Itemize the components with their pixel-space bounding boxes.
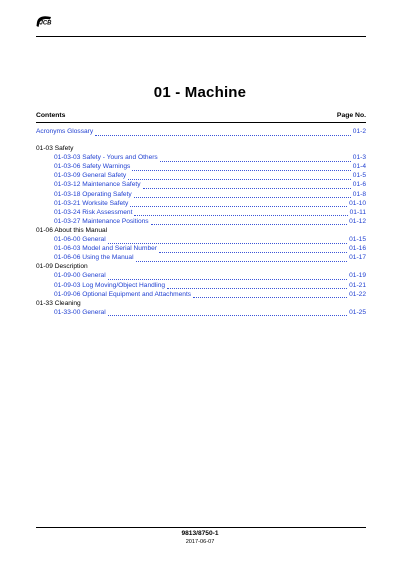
toc-entry-page: 01-25: [349, 308, 366, 316]
toc-link-model-and-serial-number[interactable]: [36, 244, 366, 253]
toc-gap: [36, 136, 366, 144]
toc-entry-page: 01-17: [349, 254, 366, 262]
toc-entry-page: 01-16: [349, 245, 366, 253]
toc-entry-page: 01-3: [352, 154, 366, 162]
table-of-contents: [36, 127, 366, 317]
logo-text: JCB: [39, 20, 52, 27]
toc-leader-dots: [132, 165, 350, 171]
toc-link-safety-yours-and-others[interactable]: [36, 153, 366, 162]
toc-link-worksite-safety[interactable]: [36, 199, 366, 208]
toc-leader-dots: [130, 201, 347, 207]
toc-entry-page: 01-22: [349, 290, 366, 298]
toc-leader-dots: [108, 238, 347, 244]
toc-link-optional-equipment-and-attachments[interactable]: [36, 290, 366, 299]
toc-link-maintenance-positions[interactable]: [36, 217, 366, 226]
toc-entry-title: 01-03-06 Safety Warnings: [54, 163, 131, 171]
toc-entry-page: 01-8: [352, 190, 366, 198]
toc-entry-title: 01-09-00 General: [54, 272, 106, 280]
toc-entry-title: 01-03-18 Operating Safety: [54, 190, 132, 198]
toc-leader-dots: [193, 292, 347, 298]
toc-entry-title: 01-03-09 General Safety: [54, 172, 127, 180]
toc-entry-page: 01-10: [349, 199, 366, 207]
toc-leader-dots: [108, 310, 347, 316]
toc-section-description: 01-09 Description: [36, 263, 88, 271]
toc-leader-dots: [95, 130, 351, 136]
toc-entry-page: 01-6: [352, 181, 366, 189]
toc-link-log-moving-object-handling[interactable]: [36, 281, 366, 290]
toc-link-maintenance-safety[interactable]: [36, 180, 366, 189]
toc-entry-title: 01-03-27 Maintenance Positions: [54, 217, 149, 225]
toc-entry-title: 01-06-06 Using the Manual: [54, 254, 134, 262]
header-rule: [36, 36, 366, 37]
toc-link-description-general[interactable]: [36, 271, 366, 280]
toc-entry-title: 01-03-21 Worksite Safety: [54, 199, 129, 207]
toc-entry-title: 01-33-00 General: [54, 308, 106, 316]
toc-leader-dots: [159, 247, 347, 253]
toc-section-cleaning: 01-33 Cleaning: [36, 299, 81, 307]
jcb-logo-icon: [36, 15, 52, 28]
toc-entry-page: 01-5: [352, 172, 366, 180]
toc-entry-page: 01-2: [352, 128, 366, 135]
toc-leader-dots: [167, 283, 347, 289]
toc-leader-dots: [128, 174, 351, 180]
toc-header-rule: [36, 122, 366, 123]
toc-entry-title: Acronyms Glossary: [36, 128, 94, 135]
toc-entry-title: 01-09-06 Optional Equipment and Attachments: [54, 290, 192, 298]
toc-entry-page: 01-4: [352, 163, 366, 171]
page-title: 01 - Machine: [153, 84, 247, 101]
toc-entry-title: 01-06-03 Model and Serial Number: [54, 245, 157, 253]
toc-entry-title: 01-03-24 Risk Assessment: [54, 208, 133, 216]
toc-section-about-this-manual: 01-06 About this Manual: [36, 226, 108, 234]
page-no-label: Page No.: [336, 112, 366, 119]
toc-entry-title: 01-03-12 Maintenance Safety: [54, 181, 141, 189]
toc-leader-dots: [134, 210, 347, 216]
footer-date: 2017-06-07: [185, 539, 215, 545]
toc-entry-page: 01-11: [349, 208, 366, 216]
toc-link-using-the-manual[interactable]: [36, 253, 366, 262]
toc-link-safety-warnings[interactable]: [36, 162, 366, 171]
toc-link-general-safety[interactable]: [36, 171, 366, 180]
toc-entry-page: 01-19: [349, 272, 366, 280]
toc-link-operating-safety[interactable]: [36, 190, 366, 199]
toc-entry-page: 01-12: [349, 217, 366, 225]
toc-leader-dots: [143, 183, 351, 189]
toc-entry-title: 01-09-03 Log Moving/Object Handling: [54, 281, 166, 289]
toc-link-cleaning-general[interactable]: [36, 308, 366, 317]
toc-leader-dots: [160, 156, 351, 162]
toc-header: [36, 112, 366, 122]
toc-link-risk-assessment[interactable]: [36, 208, 366, 217]
toc-entry-title: 01-03-03 Safety - Yours and Others: [54, 154, 158, 162]
toc-leader-dots: [108, 274, 347, 280]
toc-leader-dots: [151, 219, 348, 225]
toc-link-about-general[interactable]: [36, 235, 366, 244]
toc-section-safety: 01-03 Safety: [36, 145, 74, 153]
toc-entry-title: 01-06-00 General: [54, 236, 106, 244]
toc-leader-dots: [136, 256, 348, 262]
toc-leader-dots: [134, 192, 351, 198]
footer-rule: [36, 527, 366, 528]
toc-link-acronyms-glossary[interactable]: [36, 127, 366, 136]
contents-label: Contents: [36, 112, 66, 119]
toc-entry-page: 01-21: [349, 281, 366, 289]
footer-doc-code: 9813/8750-1: [181, 530, 219, 537]
toc-entry-page: 01-15: [349, 236, 366, 244]
